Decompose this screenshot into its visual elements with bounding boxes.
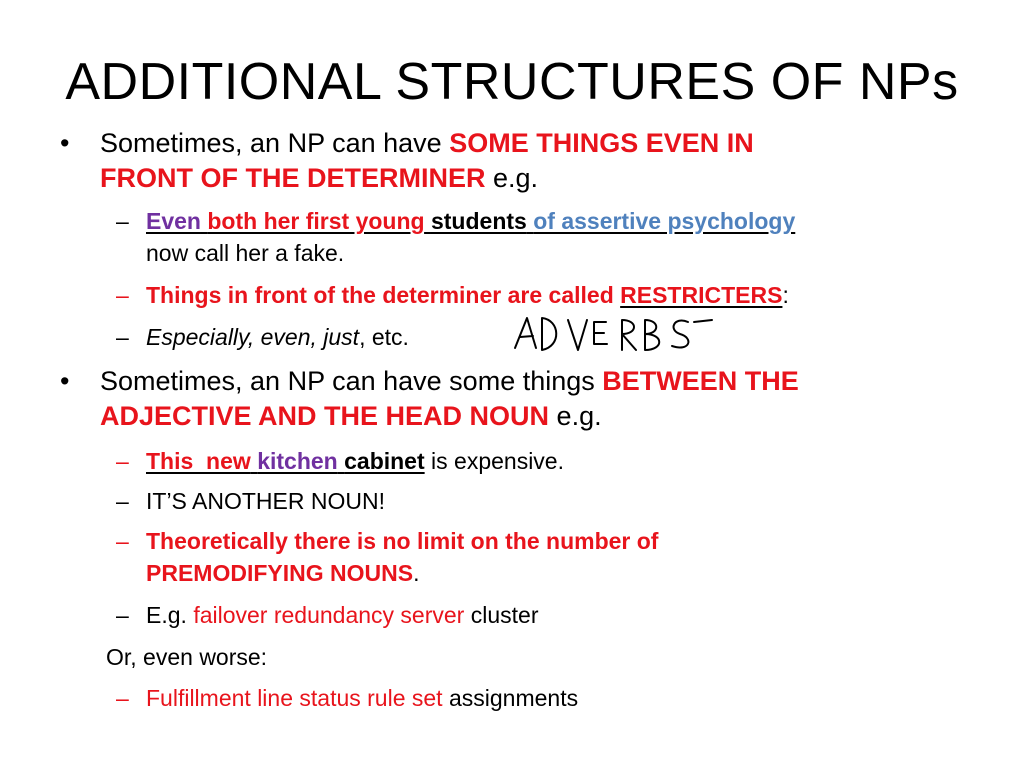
fulfillment-phrase: Fulfillment line status rule set bbox=[146, 685, 443, 711]
another-noun-text: IT’S ANOTHER NOUN! bbox=[146, 488, 385, 514]
adverb-etc: , etc. bbox=[359, 324, 409, 350]
bullet-1-highlight-cont: FRONT OF THE DETERMINER bbox=[100, 163, 486, 193]
premodifying-nouns: PREMODIFYING NOUNS bbox=[146, 560, 414, 586]
bullet-2-text: Sometimes, an NP can have some things bbox=[100, 366, 603, 396]
is-expensive: is expensive. bbox=[424, 448, 564, 474]
slide-title: ADDITIONAL STRUCTURES OF NPs bbox=[65, 53, 959, 111]
bullet-1-text: Sometimes, an NP can have bbox=[100, 128, 450, 158]
cluster-word: cluster bbox=[464, 602, 539, 628]
assignments-word: assignments bbox=[442, 685, 579, 711]
sub-2-4 bbox=[116, 600, 539, 630]
bullet-icon: • bbox=[60, 128, 70, 158]
sub-2-2 bbox=[116, 486, 385, 516]
bullet-1-line-2 bbox=[100, 161, 538, 195]
word-kitchen: kitchen bbox=[257, 448, 338, 474]
dash-icon: – bbox=[116, 448, 129, 474]
sub-2-5 bbox=[116, 683, 579, 713]
or-even-worse: Or, even worse: bbox=[106, 644, 268, 670]
sub-1-2 bbox=[116, 280, 789, 310]
bullet-2-line-2 bbox=[100, 399, 602, 433]
phrase-this-new: This new bbox=[146, 448, 251, 474]
no-limit-text: Theoretically there is no limit on the number of bbox=[146, 528, 659, 554]
sub-2-3-line-2 bbox=[146, 558, 419, 588]
bullet-1-eg: e.g. bbox=[485, 163, 539, 193]
bullet-2 bbox=[60, 364, 799, 398]
premodifying-period: . bbox=[413, 560, 420, 586]
sub-2-1 bbox=[116, 446, 564, 476]
adverb-examples: Especially, even, just bbox=[146, 324, 360, 350]
bullet-1 bbox=[60, 126, 754, 160]
dash-icon: – bbox=[116, 208, 129, 234]
sub-1-1-line-2: now call her a fake. bbox=[146, 240, 345, 266]
sub-2-3 bbox=[116, 526, 659, 556]
dash-icon: – bbox=[116, 324, 129, 350]
phrase-both-her-first-young: both her first young bbox=[207, 208, 425, 234]
dash-icon: – bbox=[116, 488, 129, 514]
bullet-2-highlight: BETWEEN THE bbox=[602, 366, 799, 396]
sub-1-1 bbox=[116, 206, 796, 236]
dash-icon: – bbox=[116, 602, 129, 628]
bullet-2-highlight-cont: ADJECTIVE AND THE HEAD NOUN bbox=[100, 401, 550, 431]
handwritten-adverbs-annotation bbox=[512, 312, 717, 362]
failover-phrase: failover redundancy server bbox=[193, 602, 465, 628]
restricters-colon: : bbox=[782, 282, 789, 308]
bullet-1-highlight: SOME THINGS EVEN IN bbox=[449, 128, 754, 158]
restricters-term: RESTRICTERS bbox=[620, 282, 783, 308]
dash-icon: – bbox=[116, 282, 129, 308]
word-even: Even bbox=[146, 208, 201, 234]
word-cabinet: cabinet bbox=[344, 448, 425, 474]
phrase-of-assertive-psychology: of assertive psychology bbox=[533, 208, 796, 234]
dash-icon: – bbox=[116, 528, 129, 554]
bullet-icon: • bbox=[60, 366, 70, 396]
word-students: students bbox=[430, 208, 527, 234]
eg-label: E.g. bbox=[146, 602, 194, 628]
sub-1-3 bbox=[116, 322, 409, 352]
restricters-sentence: Things in front of the determiner are called bbox=[146, 282, 621, 308]
dash-icon: – bbox=[116, 685, 129, 711]
bullet-2-eg: e.g. bbox=[549, 401, 602, 431]
